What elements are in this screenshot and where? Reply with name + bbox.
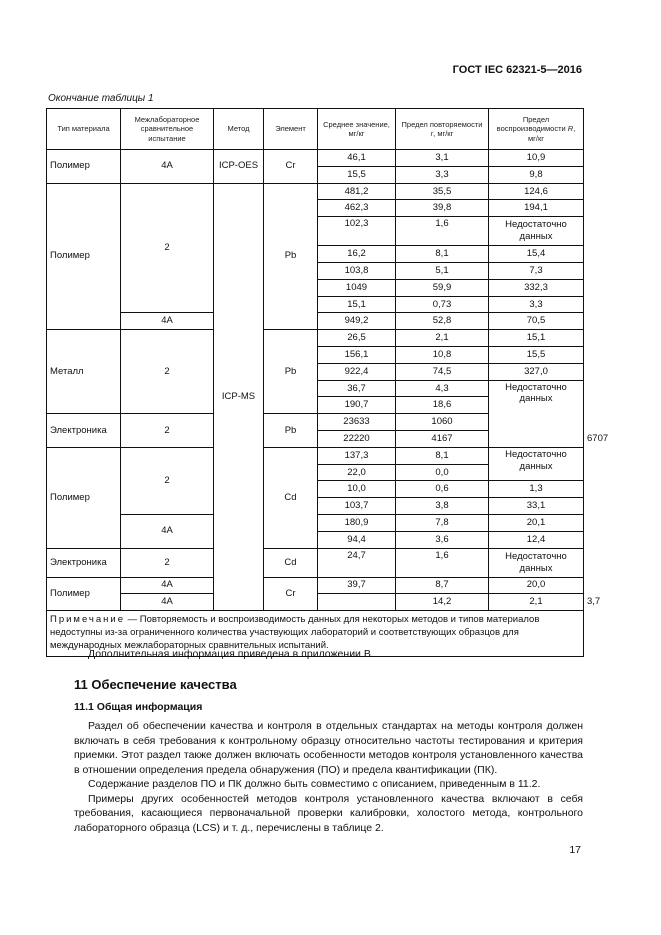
page-number: 17 [569, 844, 581, 856]
r-cell: 1,6 [396, 548, 489, 577]
mean-cell: 39,7 [318, 577, 396, 594]
R-cell: 15,4 [489, 246, 584, 263]
element-cell: Pb [264, 414, 318, 448]
r-cell: 3,8 [396, 498, 489, 515]
r-cell: 2,1 [489, 594, 584, 611]
col-header-element: Элемент [264, 109, 318, 150]
table-caption: Окончание таблицы 1 [48, 93, 154, 104]
material-cell: Полимер [47, 183, 121, 330]
mean-cell: 481,2 [318, 183, 396, 200]
mean-cell: 16,2 [318, 246, 396, 263]
material-cell: Полимер [47, 447, 121, 548]
section-body [74, 719, 583, 835]
r-cell: 2,1 [396, 330, 489, 347]
R-cell: 15,1 [489, 330, 584, 347]
col-header-repeatability: Предел повторяемости r, мг/кг [396, 109, 489, 150]
R-cell: 15,5 [489, 346, 584, 363]
ils-cell: 2 [121, 330, 214, 414]
r-cell: 39,8 [396, 200, 489, 217]
table-row [47, 577, 584, 594]
r-cell: 10,8 [396, 346, 489, 363]
r-cell: 74,5 [396, 363, 489, 380]
R-cell: 7,3 [489, 262, 584, 279]
table-row [47, 548, 584, 577]
col-header-reproducibility: Предел воспроизводимости R, мг/кг [489, 109, 584, 150]
R-cell: 124,6 [489, 183, 584, 200]
R-cell: Недостаточно данных [489, 217, 584, 246]
element-cell: Cd [264, 548, 318, 577]
R-cell: 12,4 [489, 531, 584, 548]
element-cell: Pb [264, 330, 318, 414]
col-header-mean: Среднее значение, мг/кг [318, 109, 396, 150]
table-row [47, 447, 584, 464]
r-cell: 3,3 [396, 166, 489, 183]
ils-cell: 4A [121, 150, 214, 184]
R-cell: 9,8 [489, 166, 584, 183]
ils-cell: 2 [121, 447, 214, 514]
material-cell: Электроника [47, 414, 121, 448]
mean-cell: 156,1 [318, 346, 396, 363]
element-cell: Cd [264, 447, 318, 548]
data-table [46, 108, 609, 657]
mean-cell: 15,1 [318, 296, 396, 313]
R-cell: 332,3 [489, 279, 584, 296]
r-cell: 18,6 [396, 397, 489, 414]
r-cell: 4,3 [396, 380, 489, 397]
table-row [47, 150, 584, 167]
R-cell: Недостаточно данных [489, 380, 584, 447]
R-cell: 194,1 [489, 200, 584, 217]
method-cell: ICP-MS [214, 183, 264, 611]
r-cell: 35,5 [396, 183, 489, 200]
method-cell: ICP-OES [214, 150, 264, 184]
R-cell: Недостаточно данных [489, 548, 584, 577]
table-header-row [47, 109, 584, 150]
mean-cell: 22,0 [318, 464, 396, 481]
method-cell [318, 594, 396, 611]
mean-cell: 23633 [318, 414, 396, 431]
paragraph: Раздел об обеспечении качества и контроля в отдельных стандартах на методы контроля должен включать в себя требования к контрольному образцу относительно частоты тестирования и критерия приемки. Этот раздел также должен включать особенности методов контроля установленного качества в отношении определения предела обнаружения (ПО) и предела квантификации (ПК). [74, 720, 583, 776]
ils-cell: 4A [121, 577, 214, 594]
mean-cell: 22220 [318, 430, 396, 447]
r-cell: 7,8 [396, 514, 489, 531]
R-cell: 20,1 [489, 514, 584, 531]
mean-cell: 922,4 [318, 363, 396, 380]
mean-cell: 36,7 [318, 380, 396, 397]
mean-cell: 24,7 [318, 548, 396, 577]
r-cell: 1,6 [396, 217, 489, 246]
mean-cell: 949,2 [318, 313, 396, 330]
r-cell: 8,1 [396, 447, 489, 464]
material-cell: Полимер [47, 150, 121, 184]
mean-cell: 103,8 [318, 262, 396, 279]
section-title: 11 Обеспечение качества [74, 677, 237, 692]
R-cell: 33,1 [489, 498, 584, 515]
R-cell: 327,0 [489, 363, 584, 380]
mean-cell: 103,7 [318, 498, 396, 515]
note-text: — Повторяемость и воспроизводимость данных для некоторых методов и типов материалов недоступны из-за ограниченного количества участвующих лабораторий и соответствующих образцов для международных межлабораторных сравнительных испытаний. [50, 614, 540, 651]
ils-cell: 4A [121, 594, 214, 611]
material-cell: Полимер [47, 577, 121, 611]
paragraph: Примеры других особенностей методов контроля установленного качества включают в себя требования, касающиеся первоначальной проверки калибровки, холостого метода, контрольного лабораторного образца (LCS) и т. д., перечислены в таблице 2. [74, 792, 583, 834]
r-cell: 8,1 [396, 246, 489, 263]
mean-cell: 190,7 [318, 397, 396, 414]
r-cell: 3,6 [396, 531, 489, 548]
mean-cell: 462,3 [318, 200, 396, 217]
document-header: ГОСТ IEC 62321-5—2016 [452, 64, 582, 76]
element-cell: Pb [264, 183, 318, 330]
mean-cell: 94,4 [318, 531, 396, 548]
R-cell: 70,5 [489, 313, 584, 330]
r-cell: 1060 [396, 414, 489, 431]
r-cell: 0,73 [396, 296, 489, 313]
r-cell: 0,6 [396, 481, 489, 498]
subsection-title: 11.1 Общая информация [74, 701, 203, 713]
material-cell: Электроника [47, 548, 121, 577]
ils-cell: 4A [121, 514, 214, 548]
ils-cell: 4A [121, 313, 214, 330]
after-table-text: Дополнительная информация приведена в приложении В. [88, 648, 374, 660]
r-cell: 3,1 [396, 150, 489, 167]
mean-cell: 14,2 [396, 594, 489, 611]
mean-cell: 1049 [318, 279, 396, 296]
col-header-ils: Межлабораторное сравнительное испытание [121, 109, 214, 150]
mean-cell: 15,5 [318, 166, 396, 183]
table-row: 4A 14,2 2,1 3,7 [47, 594, 584, 611]
r-cell: 52,8 [396, 313, 489, 330]
paragraph: Содержание разделов ПО и ПК должно быть совместимо с описанием, приведенным в 11.2. [88, 778, 541, 790]
table-row [47, 330, 584, 347]
element-cell: Cr [264, 577, 318, 611]
R-cell: 3,3 [489, 296, 584, 313]
r-cell: 4167 [396, 430, 489, 447]
ils-cell: 2 [121, 183, 214, 313]
table-row: 22220 4167 6707 [47, 430, 584, 447]
mean-cell: 46,1 [318, 150, 396, 167]
mean-cell: 102,3 [318, 217, 396, 246]
R-cell: Недостаточно данных [489, 447, 584, 481]
element-cell: Cr [264, 150, 318, 184]
note-label: Примечание [50, 614, 125, 626]
mean-cell: 26,5 [318, 330, 396, 347]
r-cell: 8,7 [396, 577, 489, 594]
R-cell: 10,9 [489, 150, 584, 167]
r-cell: 5,1 [396, 262, 489, 279]
R-cell: 1,3 [489, 481, 584, 498]
material-cell: Металл [47, 330, 121, 414]
table-row [47, 183, 584, 200]
r-cell: 59,9 [396, 279, 489, 296]
ils-cell: 2 [121, 414, 214, 448]
col-header-type: Тип материала [47, 109, 121, 150]
mean-cell: 180,9 [318, 514, 396, 531]
mean-cell: 137,3 [318, 447, 396, 464]
mean-cell: 10,0 [318, 481, 396, 498]
r-cell: 0,0 [396, 464, 489, 481]
col-header-method: Метод [214, 109, 264, 150]
ils-cell: 2 [121, 548, 214, 577]
R-cell: 20,0 [489, 577, 584, 594]
